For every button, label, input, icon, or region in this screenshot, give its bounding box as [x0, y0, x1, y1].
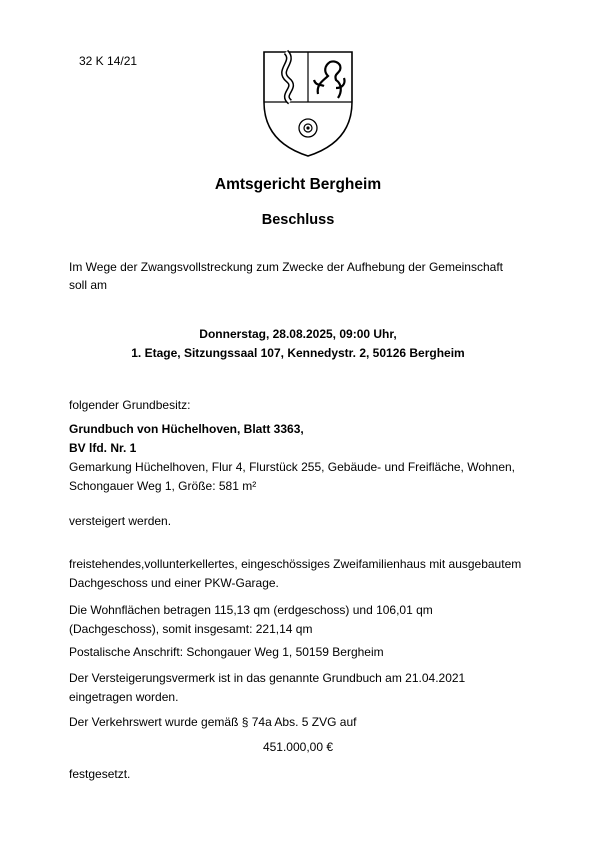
court-name: Amtsgericht Bergheim [214, 176, 382, 193]
document-title: Beschluss [261, 212, 335, 228]
area-line-2: (Dachgeschoss), somit insgesamt: 221,14 qm [69, 622, 313, 636]
market-value-amount: 451.000,00 € [262, 740, 334, 754]
register-note-line-1: Der Versteigerungsvermerk ist in das genannte Grundbuch am 21.04.2021 [69, 671, 466, 685]
bv-number: BV lfd. Nr. 1 [69, 441, 137, 455]
auctioned-text: versteigert werden. [69, 514, 172, 528]
land-register: Grundbuch von Hüchelhoven, Blatt 3363, [69, 422, 304, 436]
postal-address: Postalische Anschrift: Schongauer Weg 1, 50159 Bergheim [69, 645, 384, 659]
fixed-text: festgesetzt. [69, 767, 131, 781]
market-value-text: Der Verkehrswert wurde gemäß § 74a Abs. 5 ZVG auf [69, 715, 357, 729]
description-line-2: Dachgeschoss und einer PKW-Garage. [69, 576, 279, 590]
intro-line-1: Im Wege der Zwangsvollstreckung zum Zwecke der Aufhebung der Gemeinschaft [69, 260, 503, 274]
parcel-line-1: Gemarkung Hüchelhoven, Flur 4, Flurstück 255, Gebäude- und Freifläche, Wohnen, [69, 460, 516, 474]
auction-location: 1. Etage, Sitzungssaal 107, Kennedystr. 2, 50126 Bergheim [131, 346, 465, 360]
property-heading: folgender Grundbesitz: [69, 398, 191, 412]
register-note-line-2: eingetragen worden. [69, 690, 179, 704]
description-line-1: freistehendes,vollunterkellertes, eingeschössiges Zweifamilienhaus mit ausgebautem [69, 557, 522, 571]
area-line-1: Die Wohnflächen betragen 115,13 qm (erdgeschoss) und 106,01 qm [69, 603, 433, 617]
parcel-line-2: Schongauer Weg 1, Größe: 581 m² [69, 479, 257, 493]
auction-date-time: Donnerstag, 28.08.2025, 09:00 Uhr, [199, 327, 397, 341]
intro-line-2: soll am [69, 278, 108, 292]
file-number: 32 K 14/21 [79, 54, 138, 68]
nrw-coat-of-arms-icon [258, 44, 358, 160]
